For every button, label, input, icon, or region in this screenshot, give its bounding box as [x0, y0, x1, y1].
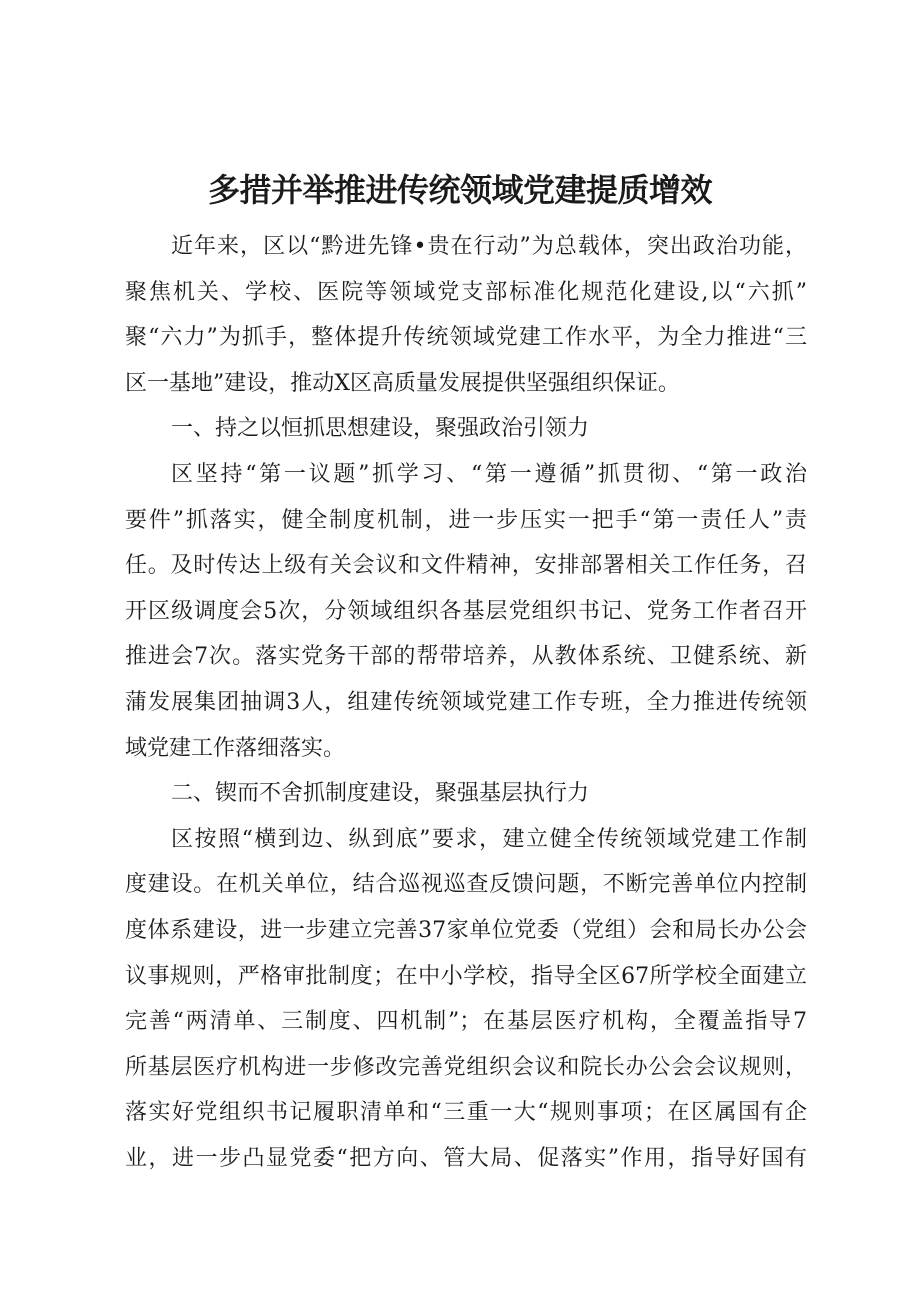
- paragraph-line: 完善“两清单、三制度、四机制”；在基层医疗机构，全覆盖指导7: [125, 1009, 807, 1035]
- section-heading: 二、锲而不舍抓制度建设，聚强基层执行力: [171, 781, 590, 807]
- document-body: [125, 224, 807, 1181]
- paragraph-line: 要件”抓落实，健全制度机制，进一步压实一把手“第一责任人”责: [125, 507, 807, 533]
- paragraph-line: 所基层医疗机构进一步修改完善党组织会议和院长办公会会议规则，: [125, 1054, 807, 1080]
- paragraph-line: 聚“六力”为抓手，整体提升传统领域党建工作水平，为全力推进“三: [125, 325, 807, 351]
- paragraph: [125, 452, 807, 771]
- paragraph-line: 任。及时传达上级有关会议和文件精神，安排部署相关工作任务，召: [125, 553, 807, 579]
- paragraph-line: 近年来，区以“黔进先锋•贵在行动”为总载体，突出政治功能，: [171, 234, 807, 259]
- paragraph-line: 落实好党组织书记履职清单和“三重一大“规则事项；在区属国有企: [125, 1100, 807, 1126]
- paragraph: [125, 224, 807, 406]
- paragraph-line: 度建设。在机关单位，结合巡视巡查反馈问题，不断完善单位内控制: [125, 872, 807, 898]
- paragraph-line: 推进会7次。落实党务干部的帮带培养，从教体系统、卫健系统、新: [125, 644, 807, 670]
- paragraph-line: 聚焦机关、学校、医院等领域党支部标准化规范化建设,以“六抓”: [125, 279, 807, 305]
- paragraph-line: 域党建工作落细落实。: [125, 735, 346, 761]
- paragraph-line: 开区级调度会5次，分领域组织各基层党组织书记、党务工作者召开: [125, 598, 807, 624]
- paragraph-line: 议事规则，严格审批制度；在中小学校，指导全区67所学校全面建立: [125, 963, 807, 989]
- paragraph-line: 区按照“横到边、纵到底”要求，建立健全传统领域党建工作制: [171, 826, 807, 852]
- section-heading: 一、持之以恒抓思想建设，聚强政治引领力: [171, 416, 590, 442]
- document-title: 多措并举推进传统领域党建提质增效: [207, 171, 712, 209]
- paragraph-line: 区一基地”建设，推动X区高质量发展提供坚强组织保证。: [125, 370, 680, 396]
- paragraph-line: 区坚持“第一议题”抓学习、“第一遵循”抓贯彻、“第一政治: [171, 461, 807, 487]
- paragraph: [125, 817, 807, 1182]
- paragraph-line: 度体系建设，进一步建立完善37家单位党委（党组）会和局长办公会: [125, 917, 807, 943]
- paragraph-line: 业，进一步凸显党委“把方向、管大局、促落实”作用，指导好国有: [125, 1145, 807, 1171]
- paragraph-line: 蒲发展集团抽调3人，组建传统领域党建工作专班，全力推进传统领: [125, 689, 807, 715]
